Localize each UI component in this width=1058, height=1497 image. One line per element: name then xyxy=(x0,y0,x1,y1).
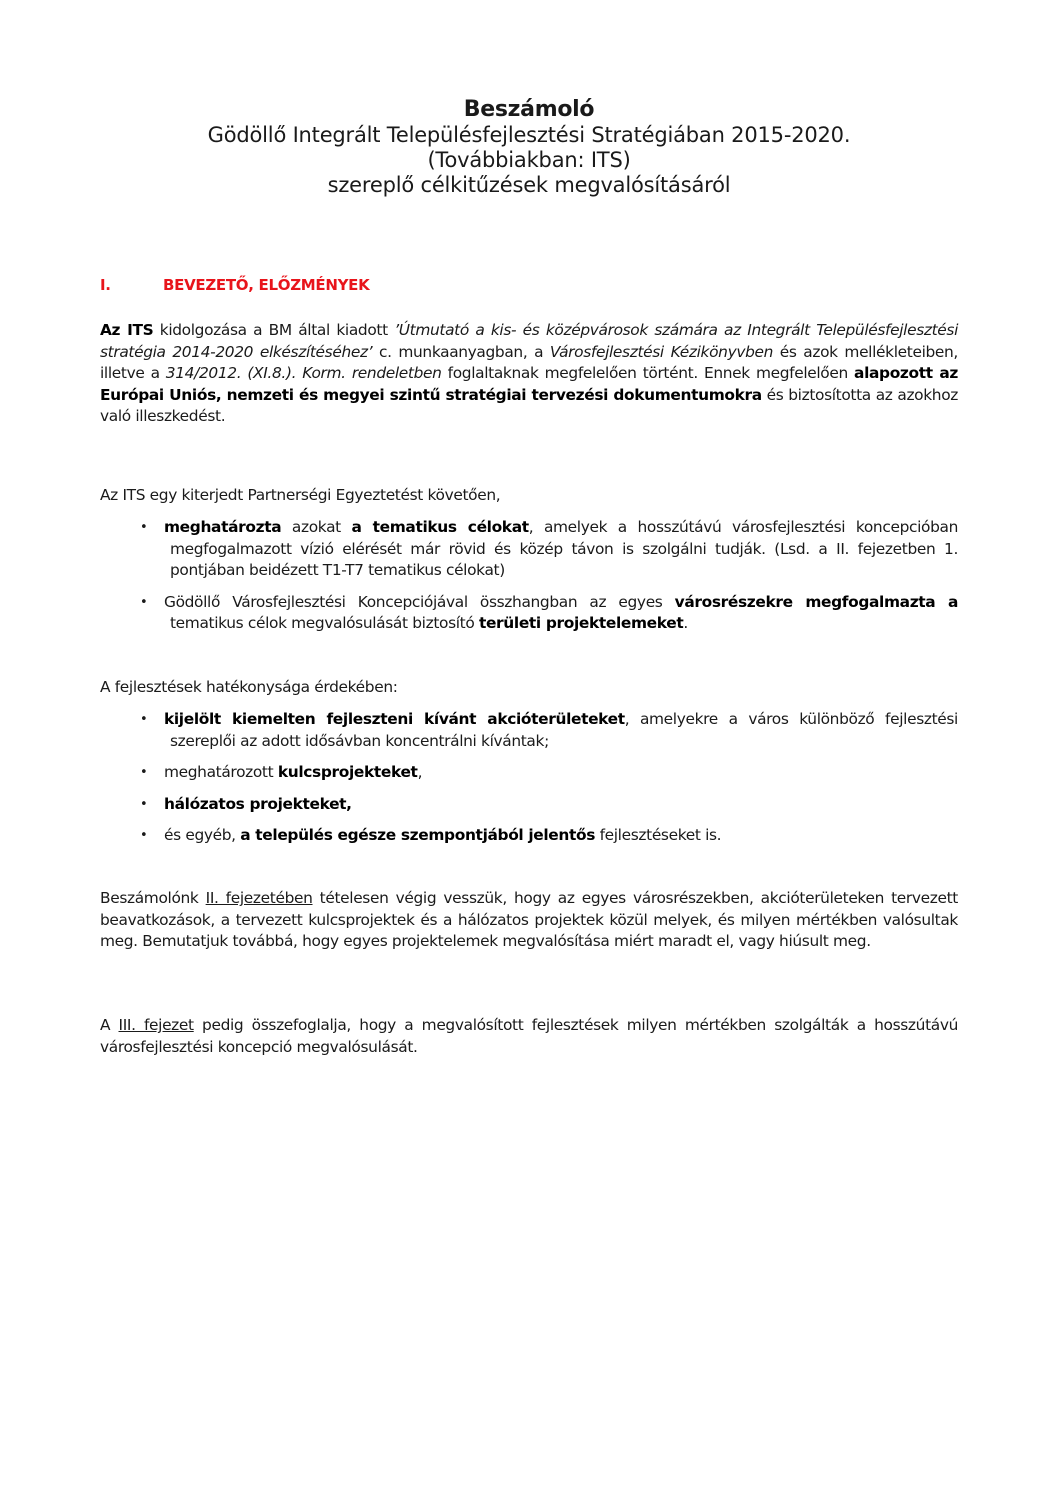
intro-bold-its: Az ITS xyxy=(100,321,154,339)
intro-text: és azok mellékleteiben, illetve a xyxy=(100,342,958,382)
text: Gödöllő Városfejlesztési Koncepciójával összhangban az egyes xyxy=(164,592,675,611)
intro-paragraph xyxy=(100,320,958,428)
intro-text: foglaltaknak megfelelően történt. Ennek megfelelően xyxy=(441,364,855,382)
bullet-icon: • xyxy=(140,520,148,535)
text: és egyéb, xyxy=(164,826,241,844)
bold-text: meghatározta xyxy=(164,518,282,536)
bullet-icon: • xyxy=(140,765,148,780)
document-subtitle-line-2: (Továbbiakban: ITS) xyxy=(427,148,631,172)
bold-text: kijelölt kiemelten fejleszteni kívánt akcióterületeket xyxy=(164,710,625,728)
list-item xyxy=(100,517,958,582)
list-item xyxy=(100,794,958,816)
text: Beszámolónk xyxy=(100,889,206,907)
efficiency-bullet-list xyxy=(100,709,958,847)
partnership-intro: Az ITS egy kiterjedt Partnerségi Egyeztetést követően, xyxy=(100,486,501,504)
section-number: I. xyxy=(100,276,111,294)
document-title-block xyxy=(100,97,958,198)
intro-regulation-ref: 314/2012. (XI.8.). Korm. rendeletben xyxy=(165,364,442,382)
text: pedig összefoglalja, hogy a megvalósított fejlesztések milyen mértékben szolgálták a hosszútávú városfejlesztési koncepció megvalósulását. xyxy=(100,1016,958,1056)
list-item xyxy=(100,762,958,784)
text: , amelyekre a város különböző fejlesztési szereplői az adott idősávban koncentrálni kívántak; xyxy=(170,710,958,750)
chapter-3-paragraph xyxy=(100,1015,958,1058)
document-subtitle-line-1: Gödöllő Integrált Településfejlesztési Stratégiában 2015-2020. xyxy=(207,123,851,147)
intro-text: kidolgozása a BM által kiadott xyxy=(153,321,395,339)
text: azokat xyxy=(281,518,352,536)
bullet-icon: • xyxy=(140,828,148,843)
chapter-2-paragraph xyxy=(100,888,958,953)
chapter-2-link[interactable]: II. fejezetében xyxy=(205,889,313,907)
bold-text: a tematikus célokat xyxy=(351,518,529,536)
text: , xyxy=(417,763,423,781)
bold-text: a település egésze szempontjából jelentős xyxy=(240,826,596,844)
efficiency-intro: A fejlesztések hatékonysága érdekében: xyxy=(100,678,398,696)
partnership-bullet-list xyxy=(100,517,958,635)
text: . xyxy=(683,614,688,632)
section-title: BEVEZETŐ, ELŐZMÉNYEK xyxy=(163,276,370,294)
intro-guide-title: ’Útmutató a kis- és középvárosok számára az Integrált Településfejlesztési stratégia 2014-2020 elkészítéséhez’ xyxy=(100,321,959,361)
text: A xyxy=(100,1016,119,1034)
list-item xyxy=(100,709,958,752)
bold-text: városrészekre megfogalmazta a xyxy=(674,592,959,611)
text: fejlesztéseket is. xyxy=(595,826,722,844)
bold-text: területi projektelemeket xyxy=(478,614,684,632)
document-subtitle-line-3: szereplő célkitűzések megvalósításáról xyxy=(327,173,731,197)
bold-text: hálózatos projekteket, xyxy=(164,794,352,813)
text: , amelyek a hosszútávú városfejlesztési koncepcióban megfogalmazott vízió elérését már rövid és közép távon is szolgálni tudják. (Lsd. a II. fejezetben 1. pontjában beidézett T1-T7 tematikus célokat) xyxy=(170,518,958,579)
chapter-3-link[interactable]: III. fejezet xyxy=(118,1016,194,1034)
document-title: Beszámoló xyxy=(463,97,595,122)
text: tematikus célok megvalósulását biztosító xyxy=(170,614,479,632)
section-heading xyxy=(100,276,369,294)
list-item xyxy=(100,592,958,635)
list-item xyxy=(100,825,958,847)
bold-text: kulcsprojekteket xyxy=(277,763,418,781)
text: meghatározott xyxy=(164,763,278,781)
bullet-icon: • xyxy=(140,796,148,812)
intro-text: c. munkaanyagban, a xyxy=(372,342,550,361)
bullet-icon: • xyxy=(140,712,148,727)
text: tételesen végig vesszük, hogy az egyes városrészekben, akcióterületeken tervezett beavatkozások, a tervezett kulcsprojektek és a hálózatos projektek közül melyek, és milyen mértékben valósultak meg. Bemutatjuk továbbá, hogy egyes projektelemek megvalósítása miért maradt el, vagy hiúsult meg. xyxy=(100,889,958,950)
intro-text: és biztosította az azokhoz való illeszkedést. xyxy=(100,385,958,425)
intro-handbook-title: Városfejlesztési Kézikönyvben xyxy=(549,342,774,361)
intro-bold-basis: alapozott az Európai Uniós, nemzeti és megyei szintű stratégiai tervezési dokumentumokra xyxy=(100,364,958,404)
bullet-icon: • xyxy=(140,594,148,610)
